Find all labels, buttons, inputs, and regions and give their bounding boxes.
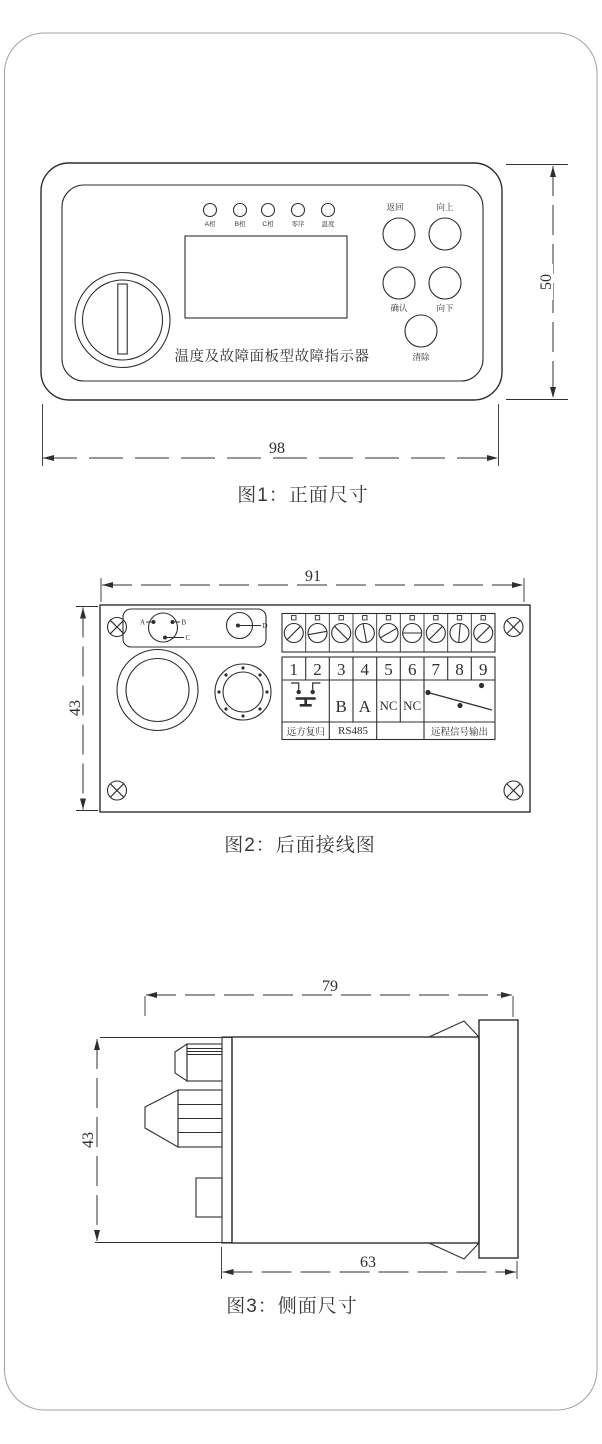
- group-rs485: RS485: [338, 725, 368, 737]
- dim-43-side: 43: [80, 1132, 97, 1148]
- front-buttons: [383, 202, 461, 362]
- dim-43-rear: 43: [67, 700, 84, 716]
- terminal-number: 9: [478, 660, 488, 679]
- led-label: C相: [262, 221, 274, 228]
- terminal-number: 3: [336, 660, 346, 679]
- dim-79: 79: [322, 978, 338, 995]
- side-front-bezel: [479, 1020, 518, 1258]
- led-zero-seq: [292, 204, 305, 217]
- led-label: A相: [204, 221, 216, 228]
- dim-rear-width: [101, 568, 524, 602]
- caption-figure3: 图3：侧面尺寸: [226, 1296, 358, 1317]
- button-up-label: 向上: [436, 202, 454, 212]
- terminal-signal-b: B: [335, 697, 347, 716]
- pin-c-label: C: [185, 634, 191, 642]
- mounting-clip-bottom: [429, 1243, 479, 1259]
- led-label: 温度: [321, 221, 335, 228]
- led-temperature: [322, 204, 335, 217]
- terminal-signal-nc: NC: [379, 698, 398, 713]
- led-a-phase: [204, 204, 217, 217]
- terminal-number: 2: [313, 660, 322, 679]
- figure1-front-view: [41, 163, 568, 506]
- figure3-side-view: [80, 978, 518, 1317]
- dim-98: 98: [269, 440, 285, 457]
- screw-icon: [504, 781, 523, 800]
- screw-icon: [108, 781, 127, 800]
- terminal-number: 1: [289, 660, 299, 679]
- button-clear: [405, 315, 437, 347]
- screw-icon: [504, 618, 523, 637]
- caption-figure2: 图2：后面接线图: [224, 835, 376, 856]
- caption-figure1: 图1：正面尺寸: [237, 485, 369, 506]
- dim-63: 63: [360, 1254, 376, 1271]
- terminal-table: [282, 657, 495, 740]
- side-flange: [222, 1037, 232, 1243]
- dim-50: 50: [538, 274, 555, 290]
- terminal-number: 4: [360, 660, 370, 679]
- led-c-phase: [262, 204, 275, 217]
- dim-side-height: [80, 1039, 97, 1241]
- dim-side-depth: [222, 1247, 518, 1279]
- pin-d-label: D: [262, 622, 268, 630]
- relay-contact-symbol: [425, 683, 492, 710]
- led-b-phase: [234, 204, 247, 217]
- terminal-screw: [284, 624, 492, 643]
- led-indicators: [204, 204, 336, 229]
- button-down: [429, 267, 461, 299]
- remote-reset-symbol: [291, 683, 320, 705]
- led-label: B相: [234, 221, 246, 228]
- terminal-number: 8: [455, 660, 464, 679]
- knob-slot: [118, 284, 127, 354]
- connector-plate: [123, 609, 268, 647]
- button-back: [383, 218, 415, 250]
- flanged-round-port: [215, 664, 271, 720]
- large-round-port: [117, 650, 198, 731]
- terminal-number: 5: [384, 660, 393, 679]
- group-remote-signal-output: 远程信号输出: [430, 727, 489, 738]
- button-clear-label: 清除: [412, 352, 430, 362]
- group-remote-reset: 远方复归: [286, 727, 325, 738]
- dim-91: 91: [305, 568, 321, 585]
- terminal-screw-strip: [282, 614, 495, 653]
- button-up: [429, 218, 461, 250]
- dim-side-width: [145, 978, 513, 1017]
- terminal-number: 6: [407, 660, 417, 679]
- dim-front-height: [506, 165, 568, 400]
- side-connector-small: [175, 1044, 222, 1081]
- dim-front-width: [43, 404, 499, 466]
- pin-b-label: B: [181, 618, 187, 627]
- button-back-label: 返回: [386, 202, 404, 212]
- screw-icon: [108, 618, 127, 637]
- side-connector-large: [145, 1090, 222, 1147]
- terminal-number: 7: [431, 660, 441, 679]
- lcd-display: [185, 236, 347, 318]
- terminal-signal-a: A: [358, 697, 371, 716]
- button-confirm: [383, 267, 415, 299]
- button-confirm-label: 确认: [390, 303, 408, 313]
- led-label: 零序: [291, 221, 305, 228]
- side-body: [232, 1037, 479, 1243]
- corner-screw-icons: [108, 618, 524, 801]
- rotary-knob: [75, 273, 170, 368]
- side-bottom-block: [196, 1178, 222, 1217]
- dim-rear-height: [67, 607, 98, 811]
- pin-a-label: A: [139, 618, 145, 627]
- button-down-label: 向下: [436, 303, 454, 313]
- mounting-clip-top: [429, 1021, 479, 1037]
- figure2-rear-view: [67, 568, 530, 856]
- device-title: 温度及故障面板型故障指示器: [174, 349, 370, 365]
- terminal-signal-nc: NC: [403, 698, 422, 713]
